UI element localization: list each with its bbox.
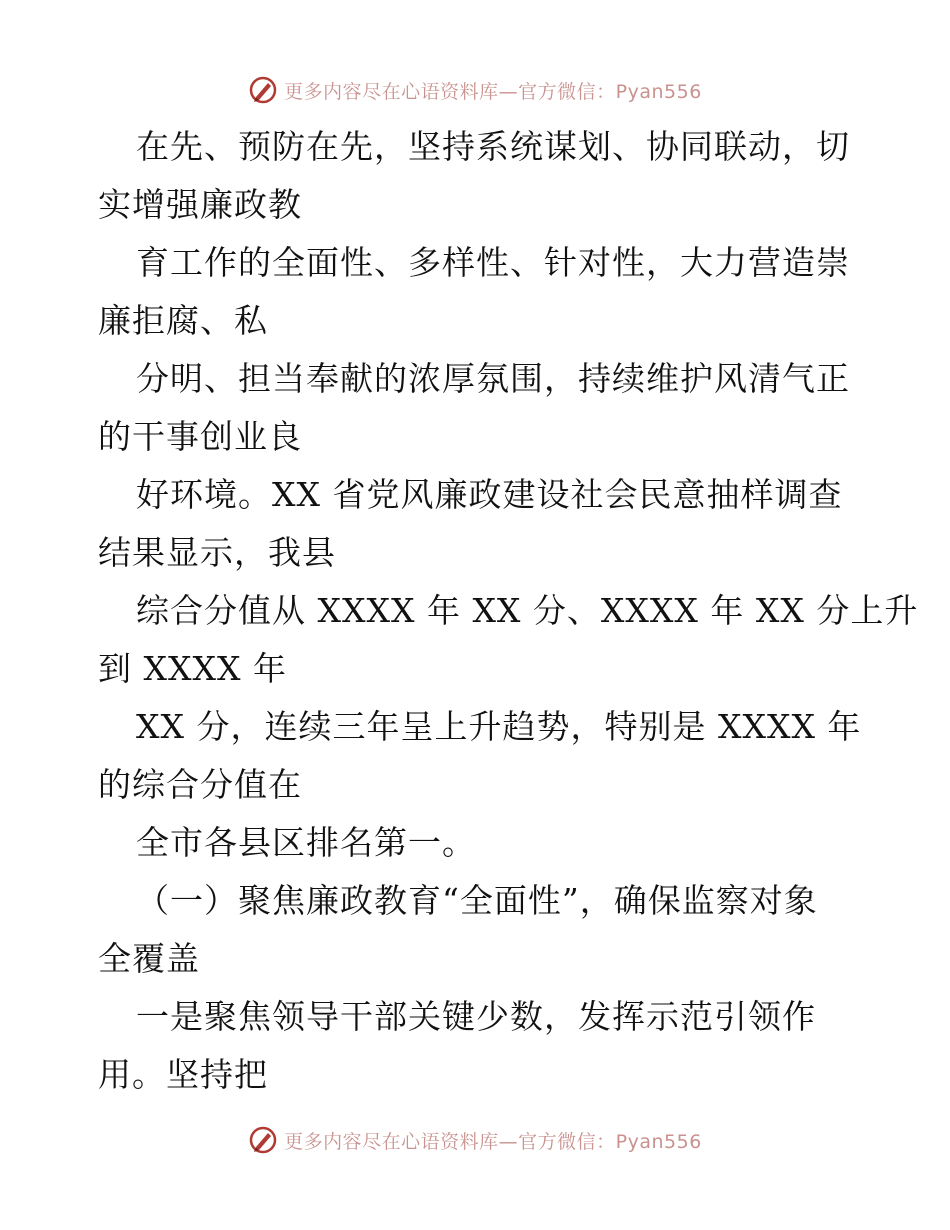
body-line-12: 的综合分值在 [98,765,302,804]
body-line-10: 到 XXXX 年 [98,649,287,688]
body-line-1: 在先、预防在先，坚持系统谋划、协同联动，切 [136,127,850,166]
body-line-11: XX 分，连续三年呈上升趋势，特别是 XXXX 年 [136,707,862,746]
body-line-4: 廉拒腐、私 [98,301,268,340]
body-line-9: 综合分值从 XXXX 年 XX 分、XXXX 年 XX 分上升 [136,591,919,630]
body-line-3: 育工作的全面性、多样性、针对性，大力营造崇 [136,243,850,282]
footer-banner-text: 更多内容尽在心语资料库—官方微信：Pyan556 [284,1130,702,1153]
body-line-8: 结果显示，我县 [98,533,336,572]
pen-logo-icon [248,1125,278,1155]
header-banner [0,70,950,110]
pen-logo-icon [248,75,278,105]
document-body [98,118,919,1104]
footer-banner [0,1120,950,1160]
body-line-7: 好环境。XX 省党风廉政建设社会民意抽样调查 [136,475,843,514]
body-line-6: 的干事创业良 [98,417,302,456]
body-line-15: 全覆盖 [98,939,200,978]
body-line-14: （一）聚焦廉政教育“全面性”，确保监察对象 [136,881,818,920]
header-banner-text: 更多内容尽在心语资料库—官方微信：Pyan556 [284,80,702,103]
body-line-16: 一是聚焦领导干部关键少数，发挥示范引领作 [136,997,816,1036]
body-line-13: 全市各县区排名第一。 [136,823,476,862]
body-line-17: 用。坚持把 [98,1055,268,1094]
body-line-5: 分明、担当奉献的浓厚氛围，持续维护风清气正 [136,359,850,398]
body-line-2: 实增强廉政教 [98,185,302,224]
